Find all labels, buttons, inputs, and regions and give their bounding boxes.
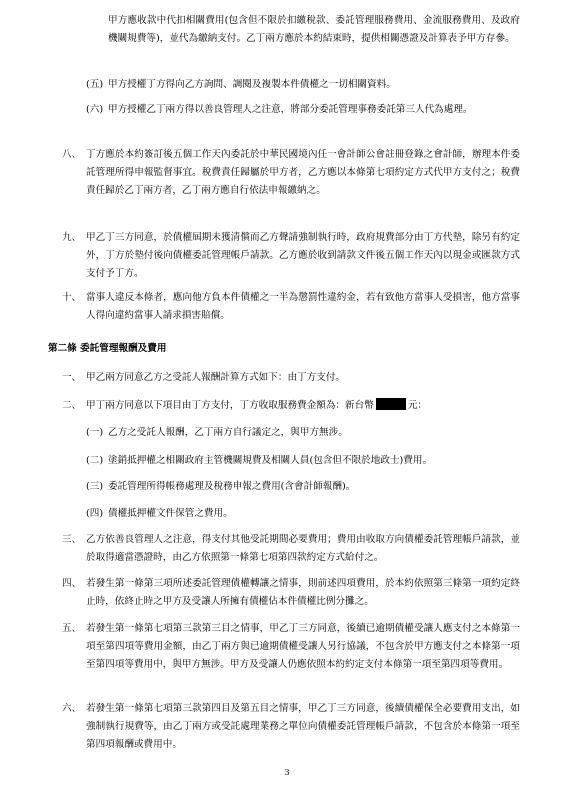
list-item bbox=[62, 620, 520, 675]
item-text-before: 甲丁兩方同意以下項目由丁方支付，丁方收取服務費金額為：新台幣 bbox=[86, 400, 374, 411]
item-text: 乙方之受託人報酬，乙丁兩方自行議定之，與甲方無涉。 bbox=[108, 427, 348, 438]
item-label: 五、 bbox=[62, 623, 82, 634]
item-text bbox=[62, 397, 520, 415]
item-label: (三) bbox=[86, 481, 104, 492]
item-label: 四、 bbox=[62, 578, 82, 589]
item-text: 若發生第一條第七項第三款第四目及第五目之情事，甲乙丁三方同意，後續債權保全必要費用支出，如強制執行規費等，由乙丁兩方或受託處理業務之單位向債權委託管理帳戶請款，不包含於本條第一項至第四項報酬或費用中。 bbox=[86, 703, 520, 751]
redaction-box bbox=[376, 398, 406, 410]
item-label: (一) bbox=[86, 427, 104, 438]
continuation-paragraph bbox=[108, 12, 520, 48]
article-heading: 第二條 委託管理報酬及費用 bbox=[48, 343, 167, 354]
item-text: 甲乙丁三方同意，於債權屆期未獲清償而乙方聲請強制執行時，政府規費部分由丁方代墊，除另有約定外，丁方於墊付後向債權委託管理帳戶請款。乙方應於收到請款文件後五個工作天內以現金或匯款方式支付予丁方。 bbox=[86, 232, 520, 280]
sub-list-item bbox=[86, 478, 520, 496]
item-text: 若發生第一條第七項第三款第三目之情事，甲乙丁三方同意，後續已逾期債權受讓人應支付之本條第一項至第四項等費用金額，由乙丁兩方與已逾期債權受讓人另行協議，不包含於甲方應支付之本條第一項至第四項等費用中，與甲方無涉。甲方及受讓人仍應依照本約約定支付本條第一項至第四項等費用。 bbox=[86, 623, 520, 671]
item-text: 甲乙兩方同意乙方之受託人報酬計算方式如下：由丁方支付。 bbox=[86, 372, 346, 383]
item-label: 三、 bbox=[62, 534, 82, 545]
item-text: 當事人違反本條者，應向他方負本件債權之一半為懲罰性違約金，若有致他方當事人受損害，他方當事人得向違約當事人請求損害賠償。 bbox=[86, 292, 520, 322]
item-text: 甲方授權丁方得向乙方詢問、調閱及複製本件債權之一切相關資料。 bbox=[108, 79, 396, 90]
item-label: 二、 bbox=[62, 400, 82, 411]
list-item bbox=[62, 289, 520, 325]
list-item bbox=[86, 101, 520, 119]
list-item bbox=[62, 229, 520, 284]
item-label: (四) bbox=[86, 508, 104, 519]
list-item bbox=[62, 575, 520, 611]
item-label: 九、 bbox=[62, 232, 82, 243]
paragraph-text: 甲方應收款中代扣相關費用(包含但不限於扣繳稅款、委託管理服務費用、金流服務費用、及政府機關規費等)，並代為繳納支付。乙丁兩方應於本約結束時，提供相關憑證及計算表予甲方存參。 bbox=[108, 15, 520, 45]
item-label: 八、 bbox=[62, 149, 82, 160]
item-text-after: 元： bbox=[407, 400, 427, 411]
page-number: 3 bbox=[284, 768, 290, 777]
sub-list-item bbox=[86, 452, 520, 470]
item-text: 若發生第一條第三項所述委託管理債權轉讓之情事，則前述四項費用，於本約依照第三條第一項約定終止時，依終止時之甲方及受讓人所擁有債權佔本件債權比例分攤之。 bbox=[86, 578, 520, 608]
item-text: 丁方應於本約簽訂後五個工作天內委託於中華民國境內任一會計師公會註冊登錄之會計師，辦理本件委託管理所得申報監督事宜。稅費責任歸屬於甲方者，乙方應以本條第七項約定方式代甲方支付之；稅費責任歸於乙丁兩方者，乙丁兩方應自行依法申報繳納之。 bbox=[86, 149, 520, 197]
item-label: (二) bbox=[86, 455, 104, 466]
list-item bbox=[62, 531, 520, 567]
sub-list-item bbox=[86, 505, 520, 523]
list-item bbox=[86, 76, 520, 94]
list-item bbox=[62, 700, 520, 755]
item-text: 債權抵押權文件保管之費用。 bbox=[108, 508, 233, 519]
item-label: 一、 bbox=[62, 372, 82, 383]
item-text: 甲方授權乙丁兩方得以善良管理人之注意，將部分委託管理事務委託第三人代為處理。 bbox=[108, 104, 473, 115]
item-text: 委託管理所得帳務處理及稅務申報之費用(含會計師報酬)。 bbox=[108, 481, 356, 492]
list-item bbox=[62, 369, 520, 387]
item-label: (五) bbox=[86, 79, 104, 90]
item-label: (六) bbox=[86, 104, 104, 115]
item-text: 塗銷抵押權之相關政府主管機關規費及相關人員(包含但不限於地政士)費用。 bbox=[108, 455, 433, 466]
list-item bbox=[62, 397, 520, 415]
item-label: 十、 bbox=[62, 292, 82, 303]
item-text: 乙方依善良管理人之注意，得支付其他受託期間必要費用；費用由收取方向債權委託管理帳戶請款，並於取得適當憑證時，由乙方依照第一條第七項第四款約定方式給付之。 bbox=[86, 534, 520, 564]
item-label: 六、 bbox=[62, 703, 82, 714]
list-item bbox=[62, 146, 520, 201]
sub-list-item bbox=[86, 424, 520, 442]
